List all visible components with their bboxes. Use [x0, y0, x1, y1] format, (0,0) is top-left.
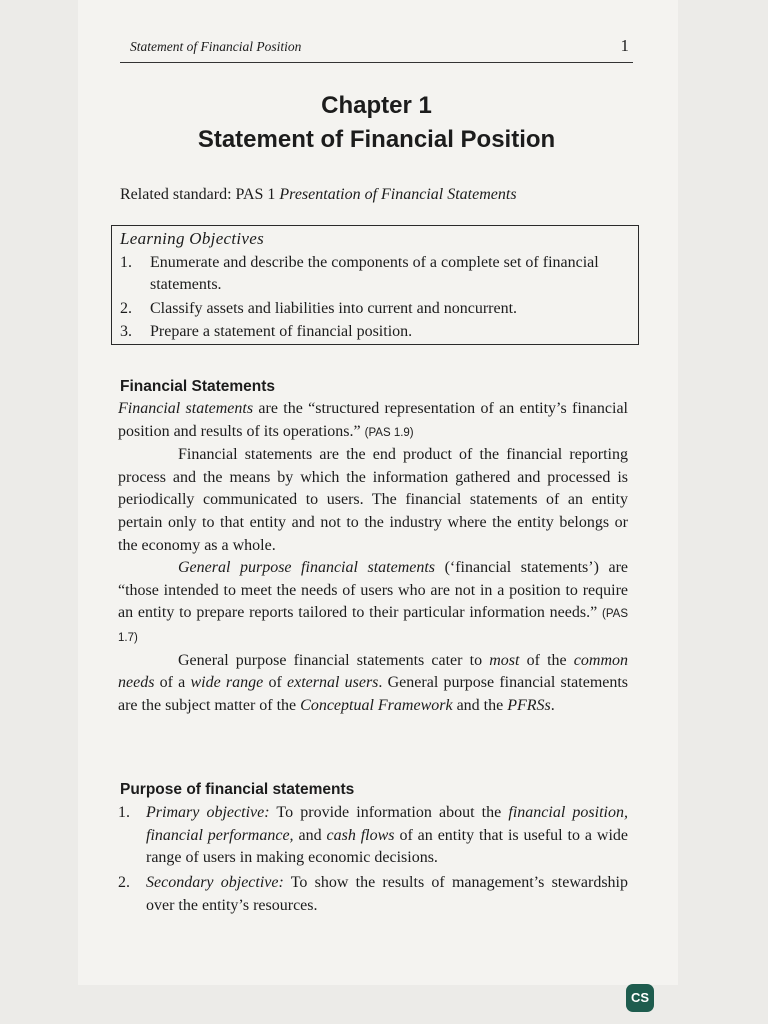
emphasis: PFRSs: [507, 696, 551, 714]
purpose-text: [146, 872, 628, 917]
objective-text: Enumerate and describe the components of a complete set of financial statements.: [150, 254, 599, 293]
chapter-number: Chapter 1: [321, 92, 432, 119]
objective-number: 1.: [120, 254, 132, 271]
emphasis: Secondary objective:: [146, 874, 284, 891]
objective-item: [120, 298, 632, 320]
paragraph-text: (‘financial statements’) are “those intended to meet the needs of users who are not in a position to require an entity to prepare reports tailored to their particular information needs.”: [118, 559, 628, 622]
emphasis: cash flows: [326, 826, 395, 844]
emphasis: wide range: [190, 674, 264, 692]
source-citation: (PAS 1.7): [118, 608, 628, 644]
related-standard-title: Presentation of Financial Statements: [279, 186, 517, 203]
paragraph-definition: [118, 398, 628, 444]
text-run: General purpose financial statements cater to: [178, 651, 490, 669]
emphasis: financial position, financial performance,: [146, 804, 628, 844]
objective-number: 2.: [120, 300, 132, 317]
running-title: Statement of Financial Position: [130, 39, 302, 54]
text-run: of the: [519, 651, 574, 669]
emphasis: Primary objective:: [146, 804, 270, 821]
financial-statements-body: [118, 398, 628, 717]
emphasis: most: [489, 651, 520, 669]
page-number: 1: [620, 36, 629, 55]
related-standard: [120, 186, 517, 204]
purpose-number: 2.: [118, 874, 130, 891]
chapter-title: Statement of Financial Position: [197, 126, 556, 153]
paragraph-end-product: Financial statements are the end product of the financial reporting process and the means by which the information gathered and processed is periodically communicated to users. The financial statements of an entity pertain only to that entity and not to the industry where the entity belongs or the economy as a whole.: [118, 446, 628, 554]
emphasis: external users: [287, 674, 379, 692]
learning-objectives-box: [111, 225, 639, 345]
text-run: and: [293, 826, 327, 844]
emphasis: Conceptual Framework: [300, 696, 453, 714]
camscanner-logo: CS: [626, 984, 654, 1012]
purpose-item: [118, 802, 628, 870]
paragraph-general-purpose: [118, 557, 628, 649]
running-header: [120, 38, 633, 63]
text-run: To provide information about the: [269, 804, 509, 821]
term: General purpose financial statements: [178, 559, 436, 577]
term: Financial statements: [118, 400, 254, 417]
text-run: . General purpose financial statements are the subject matter of the: [118, 674, 629, 714]
text-run: .: [550, 696, 555, 714]
objective-text: Classify assets and liabilities into current and noncurrent.: [150, 300, 518, 317]
objective-number: 3.: [120, 323, 132, 340]
objective-text: Prepare a statement of financial position.: [150, 323, 413, 340]
text-run: of a: [154, 674, 191, 692]
purpose-number: 1.: [118, 804, 130, 821]
related-standard-label: Related standard: PAS 1: [120, 186, 280, 203]
text-run: To show the results of management’s stewardship over the entity’s resources.: [146, 874, 628, 914]
learning-objectives-heading: Learning Objectives: [120, 229, 265, 248]
section-heading-purpose: Purpose of financial statements: [120, 781, 355, 798]
objective-item: [120, 252, 632, 296]
objective-item: [120, 321, 632, 343]
paragraph-text: are the “structured representation of an entity’s financial position and results of its operations.”: [118, 400, 628, 440]
source-citation: (PAS 1.9): [364, 426, 414, 439]
paragraph-users: [118, 650, 628, 718]
text-run: of an entity that is useful to a wide range of users in making economic decisions.: [146, 826, 629, 867]
emphasis: common needs: [118, 651, 628, 692]
section-heading-financial-statements: Financial Statements: [120, 378, 276, 395]
text-run: of: [263, 674, 287, 692]
purpose-item: [118, 872, 628, 917]
text-run: and the: [452, 696, 508, 714]
purpose-text: [146, 802, 628, 870]
